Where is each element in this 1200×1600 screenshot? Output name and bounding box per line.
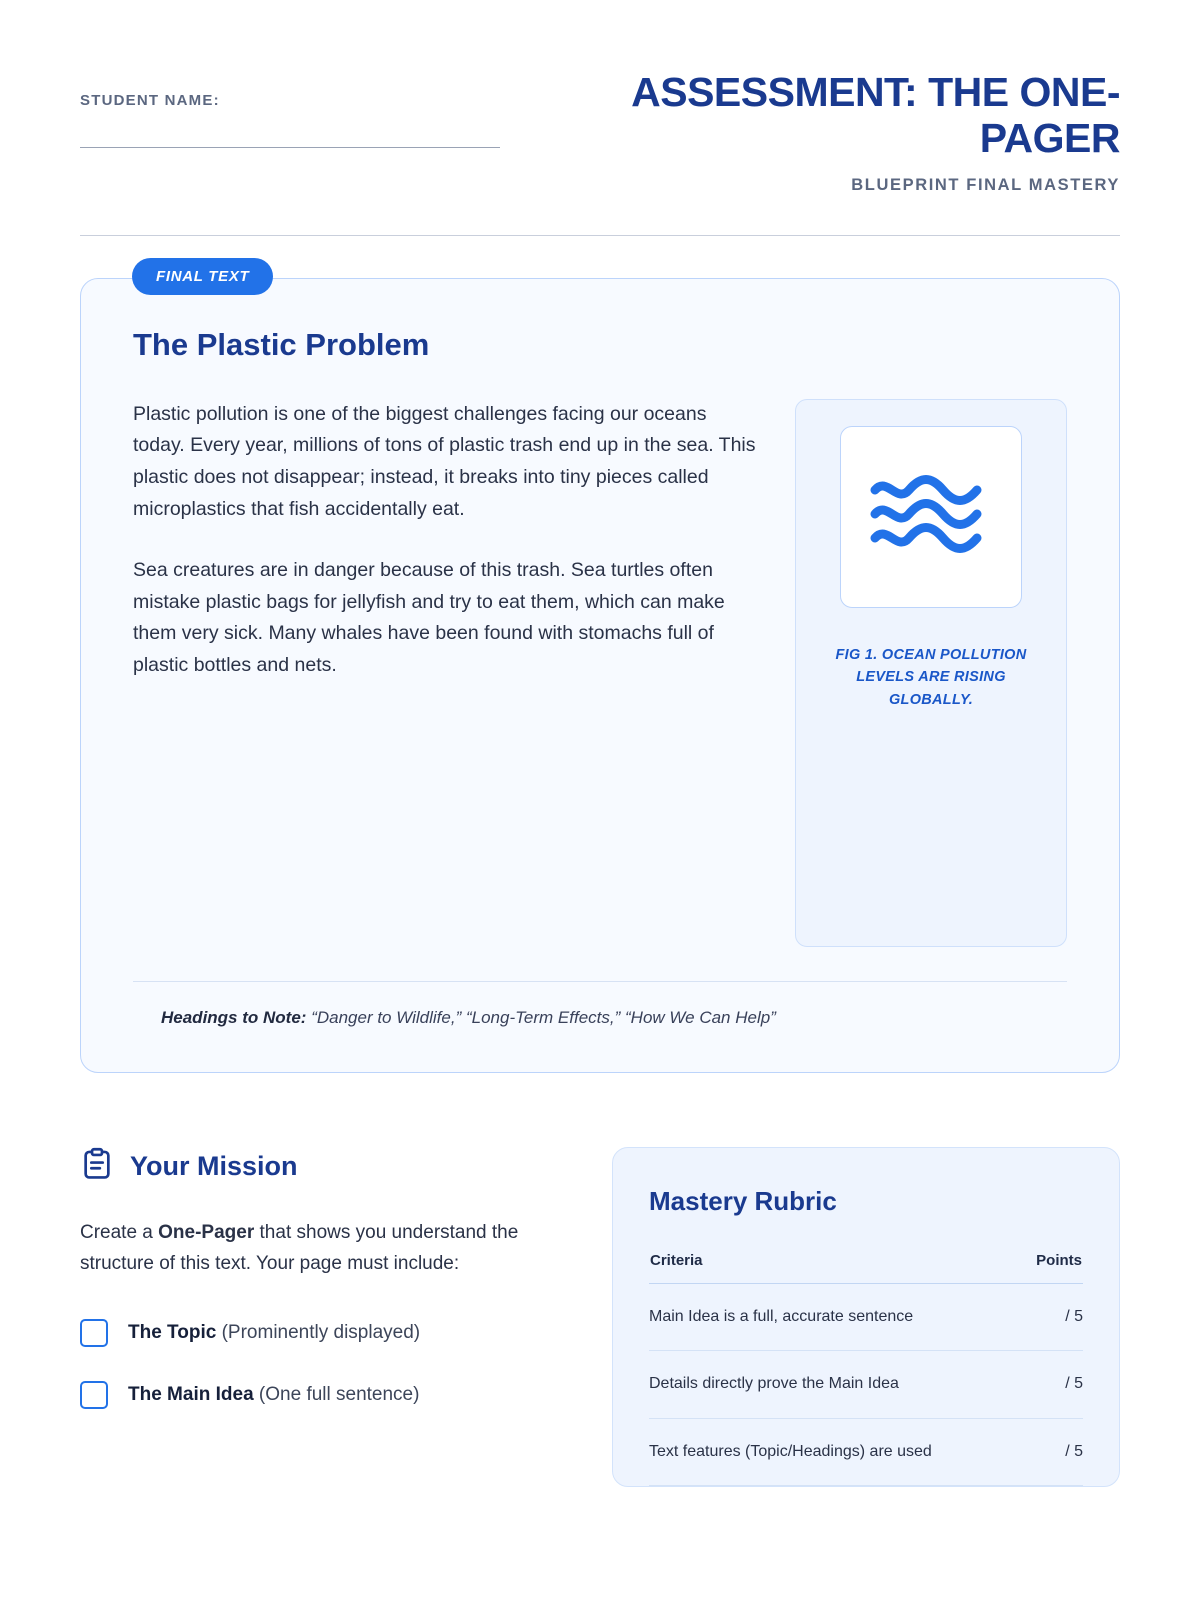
rubric-table [649,1251,1083,1486]
table-row [649,1418,1083,1485]
clipboard-icon [80,1147,114,1186]
list-item[interactable] [80,1319,556,1347]
mastery-rubric-card [612,1147,1120,1487]
rubric-criteria-2: Details directly prove the Main Idea [649,1351,1020,1418]
mission-column [80,1147,556,1444]
mission-intro-before: Create a [80,1221,159,1243]
mission-checklist [80,1319,556,1409]
student-name-block [80,70,510,148]
final-text-section [80,267,1120,1073]
rubric-criteria-3: Text features (Topic/Headings) are used [649,1418,1020,1485]
rubric-points-1[interactable]: / 5 [1020,1283,1083,1350]
headings-to-note-value: “Danger to Wildlife,” “Long-Term Effects,” “How We Can Help” [311,1007,776,1027]
final-text-card [80,278,1120,1073]
table-row [649,1283,1083,1350]
article-paragraphs [133,399,761,682]
checkbox-topic[interactable] [80,1319,108,1347]
table-header-row [649,1251,1083,1284]
card-divider [133,981,1067,982]
student-name-input-line[interactable] [80,147,500,148]
page-header [80,70,1120,195]
table-row [649,1351,1083,1418]
check-label-topic-note: (Prominently displayed) [221,1322,421,1344]
mission-intro-after: that shows you understand the structure of this text. Your page must include: [80,1221,519,1274]
waves-icon [867,466,995,567]
article-paragraph-2: Sea creatures are in danger because of this trash. Sea turtles often mistake plastic bags for jellyfish and try to eat them, which can make them very sick. Many whales have been found with stomachs full of plastic bottles and nets. [133,559,725,676]
figure-image [840,426,1022,608]
headings-to-note [133,1008,1067,1028]
header-divider [80,235,1120,236]
checkbox-main-idea[interactable] [80,1381,108,1409]
page-subtitle: BLUEPRINT FINAL MASTERY [851,175,1120,194]
mission-header [80,1147,556,1186]
rubric-points-3[interactable]: / 5 [1020,1418,1083,1485]
rubric-title: Mastery Rubric [649,1185,837,1216]
rubric-points-2[interactable]: / 5 [1020,1351,1083,1418]
lower-section [80,1147,1120,1487]
student-name-label: STUDENT NAME: [80,92,220,109]
check-label-main-idea-bold: The Main Idea [128,1384,254,1406]
article-body [133,399,1067,947]
article-title: The Plastic Problem [133,326,430,362]
page-title: ASSESSMENT: THE ONE-PAGER [631,69,1120,161]
title-block [510,70,1120,195]
headings-to-note-label: Headings to Note: [161,1007,307,1027]
check-label-topic [128,1322,420,1344]
mission-title: Your Mission [130,1150,298,1181]
check-label-main-idea [128,1384,419,1406]
rubric-column-points: Points [1020,1251,1083,1284]
final-text-tag: FINAL TEXT [132,258,273,295]
figure-caption: FIG 1. OCEAN POLLUTION LEVELS ARE RISING GLOBALLY. [835,646,1027,708]
mission-intro [80,1218,556,1280]
mission-intro-bold: One-Pager [158,1221,255,1243]
figure-panel [795,399,1067,947]
rubric-criteria-1: Main Idea is a full, accurate sentence [649,1283,1020,1350]
check-label-topic-bold: The Topic [128,1322,217,1344]
rubric-column-criteria: Criteria [649,1251,1020,1284]
list-item[interactable] [80,1381,556,1409]
article-paragraph-1: Plastic pollution is one of the biggest challenges facing our oceans today. Every year, millions of tons of plastic trash end up in the sea. This plastic does not disappear; instead, it breaks into tiny pieces called microplastics that fish accidentally eat. [133,402,756,520]
check-label-main-idea-note: (One full sentence) [258,1384,420,1406]
